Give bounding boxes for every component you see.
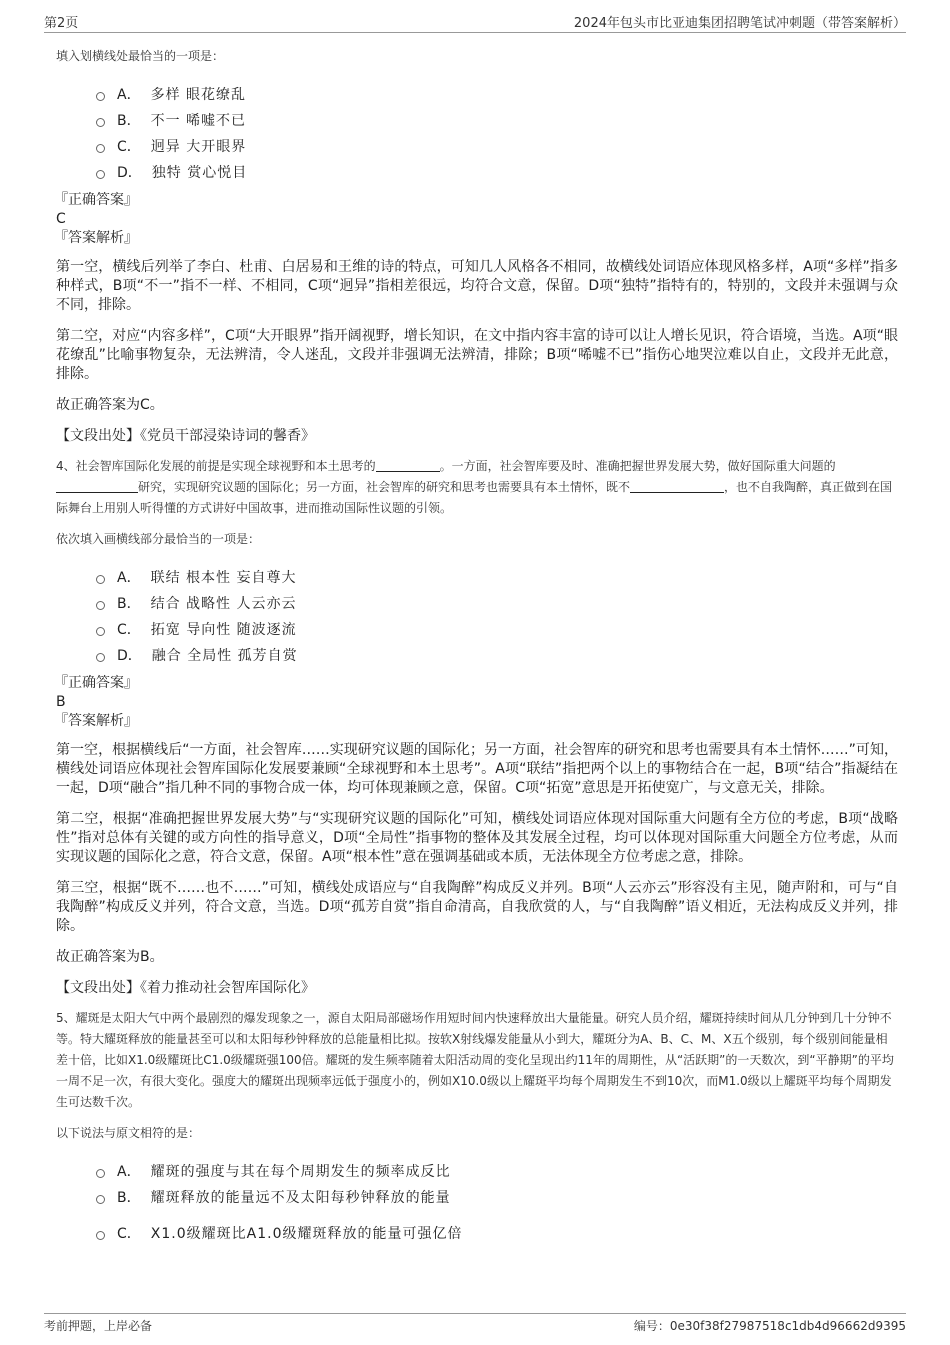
radio-icon[interactable] <box>96 144 105 153</box>
q3-prompt: 填入划横线处最恰当的一项是： <box>56 49 225 63</box>
q3-answer-label: 『正确答案』 <box>54 192 138 208</box>
q4-analysis-para-1: 第一空，根据横线后“一方面，社会智库……实现研究议题的国际化；另一方面，社会智库的研究和思考也需要具有本土情怀……”可知，横线处词语应体现社会智库国际化发展要兼顾“全球视野和本土思考”。A项“联结”指把两个以上的事物结合在一起，B项“结合”指凝结在一起，D项“融合”指几种不同的事物合成一体，均可体现兼顾之意，保留。C项“拓宽”意思是开拓使宽广，与文意无关，排除。 <box>56 742 898 796</box>
q4-blank-1 <box>376 457 440 472</box>
q3-analysis-para-2: 第二空，对应“内容多样”，C项“大开眼界”指开阔视野，增长知识，在文中指内容丰富的诗可以让人增长见识，符合语境，当选。A项“眼花缭乱”比喻事物复杂，无法辨清，令人迷乱，文段并非强调无法辨清，排除；B项“唏嘘不已”指伤心地哭泣难以自止，文段并无此意，排除。 <box>56 328 898 382</box>
q3-source: 【文段出处】《党员干部浸染诗词的馨香》 <box>56 428 315 444</box>
q4-blank-3 <box>630 478 724 493</box>
q4-source: 【文段出处】《着力推动社会智库国际化》 <box>56 980 315 996</box>
q3-answer-value: C <box>56 211 66 227</box>
option-text: 融合 全局性 孤芳自赏 <box>151 648 298 664</box>
q5-option-b[interactable] <box>96 1184 898 1210</box>
q4-analysis-conclusion: 故正确答案为B。 <box>56 949 164 965</box>
option-text: 结合 战略性 人云亦云 <box>150 596 297 612</box>
page-number: 第2页 <box>44 16 79 31</box>
radio-icon[interactable] <box>96 118 105 127</box>
q4-stem-part-2: 。一方面，社会智库要及时、准确把握世界发展大势，做好国际重大问题的 <box>439 459 836 473</box>
radio-icon[interactable] <box>96 653 105 662</box>
option-letter: D． <box>117 165 142 181</box>
document-title: 2024年包头市比亚迪集团招聘笔试冲刺题（带答案解析） <box>573 16 906 31</box>
option-letter: C． <box>117 139 141 155</box>
q5-prompt: 以下说法与原文相符的是： <box>56 1126 201 1140</box>
option-letter: C． <box>117 622 141 638</box>
q3-option-a[interactable] <box>96 81 898 107</box>
option-letter: A． <box>117 570 141 586</box>
q5-stem: 5、耀斑是太阳大气中两个最剧烈的爆发现象之一，源自太阳局部磁场作用短时间内快速释放出大量能量。研究人员介绍，耀斑持续时间从几分钟到几十分钟不等。特大耀斑释放的能量甚至可以和太阳每秒钟释放的总能量相比拟。按软X射线爆发能量从小到大，耀斑分为A、B、C、M、X五个级别，每个级别间能量相差十倍，比如X1.0级耀斑比C1.0级耀斑强100倍。耀斑的发生频率随着太阳活动周的变化呈现出约11年的周期性，从“活跃期”的一天数次，到“平静期”的平均一周不足一次，有很大变化。强度大的耀斑出现频率远低于强度小的，例如X10.0级以上耀斑平均每个周期发生不到10次，而M1.0级以上耀斑平均每个周期发生可达数千次。 <box>56 1011 894 1109</box>
document-code <box>634 1317 906 1334</box>
q4-prompt: 依次填入画横线部分最恰当的一项是： <box>56 532 261 546</box>
q4-option-c[interactable] <box>96 616 898 642</box>
page-header <box>44 10 906 33</box>
option-letter: A． <box>117 87 141 103</box>
q3-option-b[interactable] <box>96 107 898 133</box>
q4-option-a[interactable] <box>96 564 898 590</box>
q3-analysis-label: 『答案解析』 <box>54 230 138 246</box>
radio-icon[interactable] <box>96 575 105 584</box>
q3-option-d[interactable] <box>96 159 898 185</box>
page-content <box>56 44 898 1246</box>
q4-option-b[interactable] <box>96 590 898 616</box>
q4-analysis-para-3: 第三空，根据“既不……也不……”可知，横线处成语应与“自我陶醉”构成反义并列。B项“人云亦云”形容没有主见，随声附和，可与“自我陶醉”构成反义并列，符合文意，当选。D项“孤芳自赏”指自命清高，自我欣赏的人，与“自我陶醉”语义相近，无法构成反义并列，排除。 <box>56 880 898 934</box>
option-letter: B． <box>117 113 141 129</box>
radio-icon[interactable] <box>96 1195 105 1204</box>
q4-stem <box>56 456 898 519</box>
option-text: 不一 唏嘘不已 <box>150 113 247 129</box>
option-text: X1.0级耀斑比A1.0级耀斑释放的能量可强亿倍 <box>150 1226 463 1242</box>
option-letter: D． <box>117 648 142 664</box>
q4-options <box>96 564 898 668</box>
radio-icon[interactable] <box>96 1231 105 1240</box>
q5-option-a[interactable] <box>96 1158 898 1184</box>
page-footer <box>44 1313 906 1336</box>
option-text: 独特 赏心悦目 <box>151 165 248 181</box>
q4-analysis-label: 『答案解析』 <box>54 713 138 729</box>
q4-stem-part-3: 研究，实现研究议题的国际化；另一方面，社会智库的研究和思考也需要具有本土情怀，既不 <box>138 480 631 494</box>
option-text: 拓宽 导向性 随波逐流 <box>150 622 297 638</box>
radio-icon[interactable] <box>96 92 105 101</box>
radio-icon[interactable] <box>96 170 105 179</box>
q4-answer-value: B <box>56 694 66 710</box>
radio-icon[interactable] <box>96 1169 105 1178</box>
option-text: 耀斑释放的能量远不及太阳每秒钟释放的能量 <box>150 1190 451 1206</box>
q4-stem-part-1: 4、社会智库国际化发展的前提是实现全球视野和本土思考的 <box>56 459 376 473</box>
q3-analysis-para-1: 第一空，横线后列举了李白、杜甫、白居易和王维的诗的特点，可知几人风格各不相同，故横线处词语应体现风格多样，A项“多样”指多种样式，B项“不一”指不一样、不相同，C项“迥异”指相差很远，均符合文意，保留。D项“独特”指特有的，特别的，文段并未强调与众不同，排除。 <box>56 259 898 313</box>
q4-analysis-para-2: 第二空，根据“准确把握世界发展大势”与“实现研究议题的国际化”可知，横线处词语应体现对国际重大问题有全方位的考虑，B项“战略性”指对总体有关键的或方向性的指导意义，D项“全局性”指事物的整体及其发展全过程，均可以体现对国际重大问题全方位考虑，从而实现议题的国际化之意，符合文意，保留。A项“根本性”意在强调基础或本质，无法体现全方位考虑之意，排除。 <box>56 811 898 865</box>
footer-slogan: 考前押题，上岸必备 <box>44 1319 153 1333</box>
option-text: 迥异 大开眼界 <box>150 139 247 155</box>
option-letter: B． <box>117 1190 141 1206</box>
q4-blank-2 <box>56 478 138 493</box>
option-text: 多样 眼花缭乱 <box>150 87 247 103</box>
q3-options <box>96 81 898 185</box>
option-text: 联结 根本性 妄自尊大 <box>150 570 297 586</box>
document-code-label: 编号： <box>633 1319 670 1333</box>
q5-option-c[interactable] <box>96 1220 898 1246</box>
option-letter: A． <box>117 1164 141 1180</box>
q4-stem-part-4: ，也不自我陶醉，真正做到在国际舞台上用别人听得懂的方式讲好中国故事，进而推动国际性议题的引领。 <box>56 480 893 515</box>
q4-option-d[interactable] <box>96 642 898 668</box>
option-text: 耀斑的强度与其在每个周期发生的频率成反比 <box>150 1164 451 1180</box>
radio-icon[interactable] <box>96 601 105 610</box>
radio-icon[interactable] <box>96 627 105 636</box>
q3-option-c[interactable] <box>96 133 898 159</box>
q5-options <box>96 1158 898 1246</box>
q4-answer-label: 『正确答案』 <box>54 675 138 691</box>
document-code-value: 0e30f38f27987518c1db4d96662d9395 <box>669 1319 906 1333</box>
q3-analysis-conclusion: 故正确答案为C。 <box>56 397 164 413</box>
option-letter: C． <box>117 1226 141 1242</box>
option-letter: B． <box>117 596 141 612</box>
